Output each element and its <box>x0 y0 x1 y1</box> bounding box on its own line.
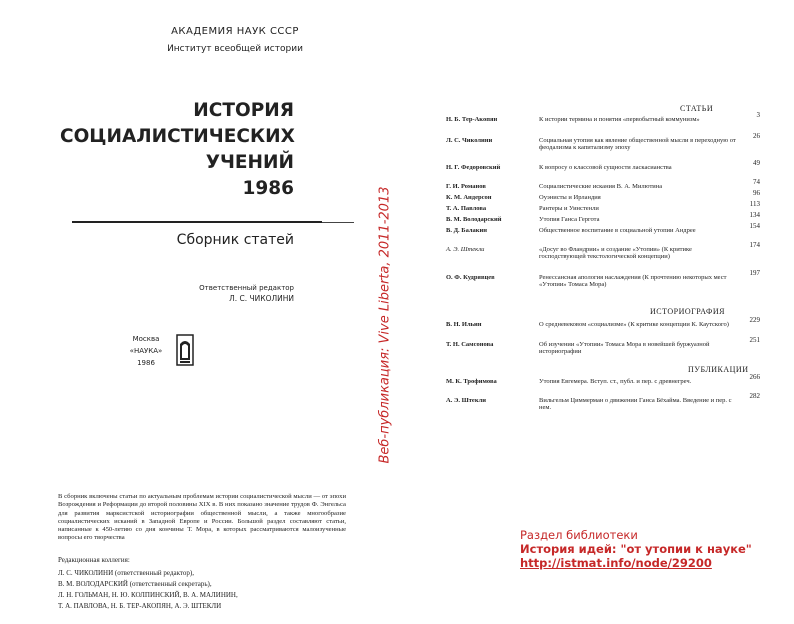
publisher-year: 1986 <box>137 359 155 367</box>
toc-title: Вильгельм Циммерман о движении Ганса Бёхайма. Введение и пер. с нем. <box>539 397 732 412</box>
book-subtitle: Сборник статей <box>176 232 294 248</box>
library-section-label: Раздел библиотеки <box>520 528 638 542</box>
toc-title: Об изучении «Утопии» Томаса Мора в новейшей буржуазной историографии <box>539 341 710 356</box>
toc-title: Утопия Евгемера. Вступ. ст., публ. и пер. с древнегреч. <box>539 378 692 385</box>
toc-page: 197 <box>749 268 760 277</box>
toc-author: Л. С. Чиколини <box>446 137 493 144</box>
toc-title: О средневековом «социализме» (К критике концепции К. Каутского) <box>539 321 729 328</box>
title-line-2: СОЦИАЛИСТИЧЕСКИХ <box>60 126 295 147</box>
toc-page: 3 <box>756 110 760 119</box>
book-title <box>60 98 294 202</box>
web-publication-note <box>365 160 405 490</box>
toc-author: В. Д. Балакин <box>446 227 488 234</box>
publisher-city: Москва <box>132 335 160 343</box>
toc-title: Социалистические искания В. А. Милютина <box>539 183 663 190</box>
toc-author: А. Э. Штекли <box>446 397 486 404</box>
toc-page: 113 <box>749 199 760 208</box>
toc-author: Г. И. Романов <box>446 183 486 190</box>
toc-author: О. Ф. Кудрявцев <box>446 274 495 281</box>
toc-title: К вопросу о классовой сущности ласкасианства <box>539 164 672 171</box>
editor-label: Ответственный редактор <box>199 284 294 292</box>
toc-title: Рантеры и Уинстенли <box>539 205 599 212</box>
toc-page: 282 <box>749 391 760 400</box>
toc-page: 229 <box>749 315 760 324</box>
toc-author: А. Э. Штекли <box>446 246 485 253</box>
toc-title: Ренессансная апология наслаждения (К прочтению некоторых мест «Утопии» Томаса Мора) <box>539 274 727 289</box>
toc-page: 49 <box>753 158 760 167</box>
toc-page: 266 <box>749 372 760 381</box>
section-publications: ПУБЛИКАЦИИ <box>688 365 749 374</box>
toc-title: Социальная утопия как явление общественной мысли в переходную от феодализма к капитализму эпоху <box>539 137 736 152</box>
book-annotation: В сборник включены статьи по актуальным проблемам истории социалистической мысли — от эпохи Возрождения и Реформации до второй половины XIX в. В них показано значение трудов Ф. Энгельса для развития марксистской историографии общественной мысли, а также многообразие социалистических исканий в Западной Европе и России. Большой раздел составляют статьи, написанные к 450-летию со дня кончины Т. Мора, в которых рассматриваются малоизученные вопросы его творчества <box>58 493 346 542</box>
publisher-name: «НАУКА» <box>129 347 163 355</box>
toc-page: 154 <box>749 221 760 230</box>
toc-page: 251 <box>749 335 760 344</box>
title-rule-tail <box>322 222 354 223</box>
toc-page: 74 <box>753 177 760 186</box>
toc-title: К истории термина и понятия «первобытный коммунизм» <box>539 116 700 123</box>
title-rule <box>72 221 322 223</box>
toc-author: М. К. Трофимова <box>446 378 497 385</box>
library-section-title: История идей: "от утопии к науке" <box>520 542 752 556</box>
toc-title: «Досуг во Фландрии» и создание «Утопии» (К критике господствующей текстологической концепции) <box>539 246 692 261</box>
board-line-2: В. М. ВОЛОДАРСКИЙ (ответственный секретарь), <box>58 580 212 588</box>
toc-author: К. М. Андерсон <box>446 194 492 201</box>
board-line-3: Л. Н. ГОЛЬМАН, Н. Ю. КОЛПИНСКИЙ, В. А. МАЛИНИН, <box>58 591 238 599</box>
editorial-board <box>58 568 358 612</box>
toc-page: 26 <box>753 131 760 140</box>
toc-title: Утопия Ганса Гергота <box>539 216 600 223</box>
library-note <box>520 528 780 570</box>
web-publication-text: Веб-публикация: Vive Liberta, 2011-2013 <box>377 186 393 464</box>
publisher-block <box>118 333 174 369</box>
title-line-3: УЧЕНИЙ <box>205 152 294 173</box>
toc-author: Н. Б. Тер-Акопян <box>446 116 498 123</box>
toc-title: Оуэнисты и Ирландия <box>539 194 601 201</box>
title-year: 1986 <box>242 178 294 199</box>
toc-author: В. М. Володарский <box>446 216 502 223</box>
toc-author: В. Н. Ильин <box>446 321 482 328</box>
toc-author: Н. Г. Федоровский <box>446 164 501 171</box>
board-line-4: Т. А. ПАВЛОВА, Н. Б. ТЕР-АКОПЯН, А. Э. ШТЕКЛИ <box>58 602 222 610</box>
toc-page: 134 <box>749 210 760 219</box>
board-line-1: Л. С. ЧИКОЛИНИ (ответственный редактор), <box>58 569 194 577</box>
title-line-1: ИСТОРИЯ <box>193 100 294 121</box>
section-articles: СТАТЬИ <box>680 104 714 113</box>
toc-page: 174 <box>749 240 760 249</box>
section-historiography: ИСТОРИОГРАФИЯ <box>650 307 725 316</box>
toc-author: Т. Н. Самсонова <box>446 341 494 348</box>
toc-title: Общественное воспитание в социальной утопии Андрее <box>539 227 696 234</box>
nauka-logo-icon <box>176 334 194 366</box>
academy-heading: АКАДЕМИЯ НАУК СССР <box>171 26 299 37</box>
toc-page: 96 <box>753 188 760 197</box>
institute-heading: Институт всеобщей истории <box>167 44 303 54</box>
editor-name: Л. С. ЧИКОЛИНИ <box>229 294 294 303</box>
library-link[interactable]: http://istmat.info/node/29200 <box>520 556 712 570</box>
editorial-board-title: Редакционная коллегия: <box>58 556 130 564</box>
toc-author: Т. А. Павлова <box>446 205 487 212</box>
